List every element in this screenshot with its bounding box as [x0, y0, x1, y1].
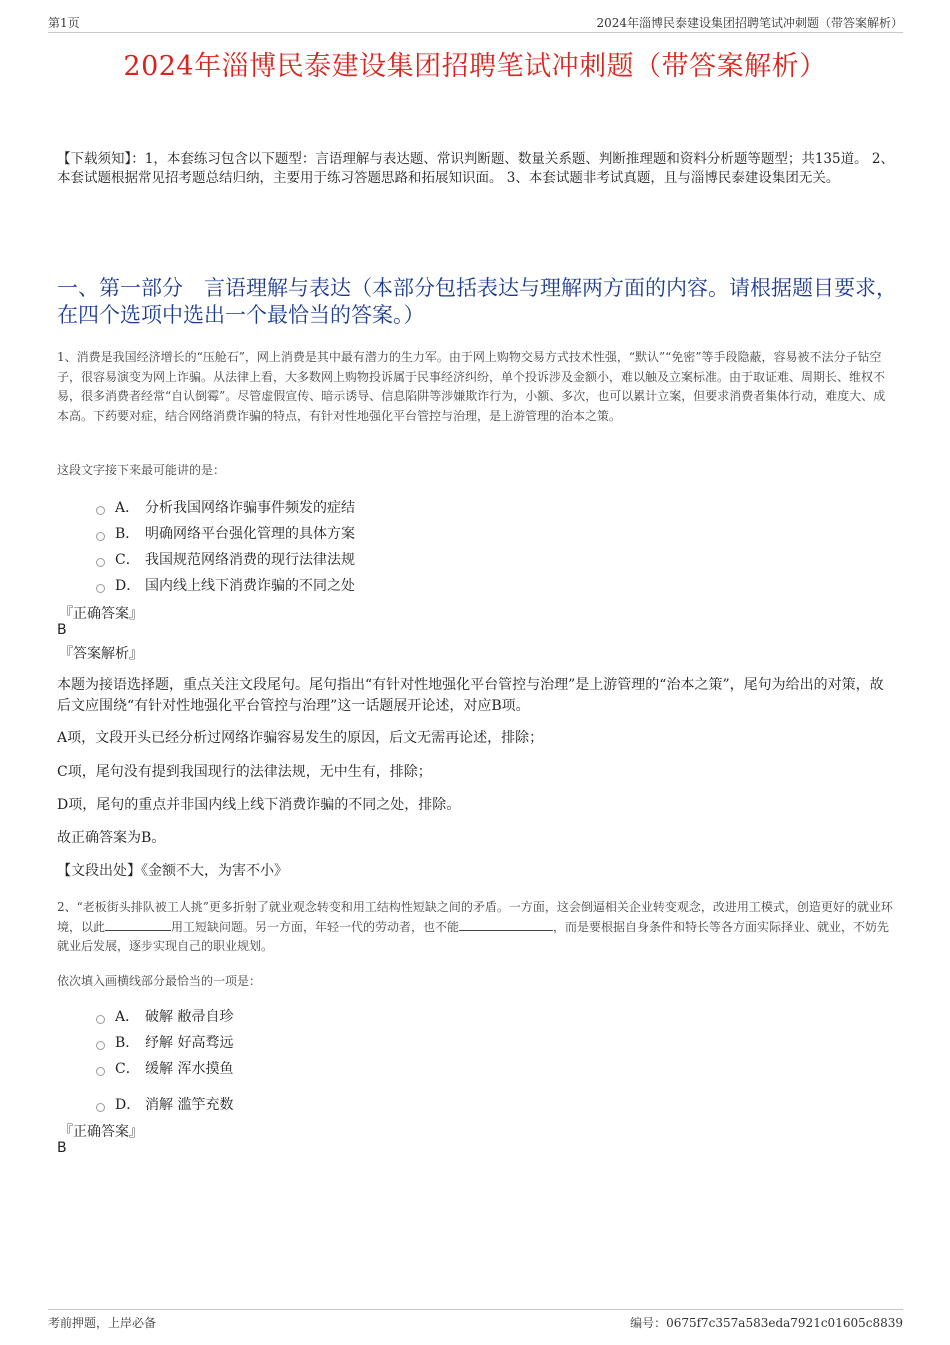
text-source: 【文段出处】《金额不大，为害不小》	[57, 863, 288, 879]
radio-icon[interactable]	[96, 584, 105, 593]
analysis-paragraph: 故正确答案为B。	[57, 830, 166, 846]
header-doc-title: 2024年淄博民泰建设集团招聘笔试冲刺题（带答案解析）	[596, 16, 903, 30]
question-2-stem: 2、“老板街头排队被工人挑”更多折射了就业观念转变和用工结构性短缺之间的矛盾。一方面，这会倒逼相关企业转变观念，改进用工模式，创造更好的就业环境，以此 用工短缺问题。另一方面，年轻一代的劳动者，也不能 ，而是要根据自身条件和特长等各方面实际择业、就业，不妨先就业后发展，逐步实现自己的职业规划。	[57, 900, 893, 953]
document-id: 编号：0675f7c357a583eda7921c01605c8839	[630, 1316, 903, 1330]
page-header	[48, 12, 903, 33]
fill-blank-1	[105, 920, 171, 931]
radio-icon[interactable]	[96, 1015, 105, 1024]
radio-icon[interactable]	[96, 506, 105, 515]
correct-answer-label: 『正确答案』	[59, 606, 143, 622]
radio-icon[interactable]	[96, 1103, 105, 1112]
question-2-prompt: 依次填入画横线部分最恰当的一项是：	[57, 974, 262, 988]
page-footer	[48, 1309, 903, 1330]
analysis-paragraph: D项，尾句的重点并非国内线上线下消费诈骗的不同之处，排除。	[57, 797, 461, 813]
footer-slogan: 考前押题，上岸必备	[48, 1316, 157, 1330]
correct-answer: B	[57, 1140, 67, 1156]
fill-blank-2	[459, 920, 553, 931]
option-d[interactable]: D． 国内线上线下消费诈骗的不同之处	[96, 575, 355, 595]
radio-icon[interactable]	[96, 558, 105, 567]
option-d[interactable]: D． 消解 滥竽充数	[96, 1094, 233, 1114]
option-a[interactable]: A． 分析我国网络诈骗事件频发的症结	[96, 497, 355, 517]
document-title: 2024年淄博民泰建设集团招聘笔试冲刺题（带答案解析）	[123, 51, 827, 82]
option-c[interactable]: C． 我国规范网络消费的现行法律法规	[96, 549, 355, 569]
option-c[interactable]: C． 缓解 浑水摸鱼	[96, 1058, 233, 1078]
analysis-paragraph: A项，文段开头已经分析过网络诈骗容易发生的原因，后文无需再论述，排除；	[57, 730, 544, 746]
question-1-prompt: 这段文字接下来最可能讲的是：	[57, 463, 226, 477]
section-heading: 一、第一部分 言语理解与表达（本部分包括表达与理解两方面的内容。请根据题目要求，在四个选项中选出一个最恰当的答案。）	[57, 276, 897, 327]
option-b[interactable]: B． 明确网络平台强化管理的具体方案	[96, 523, 355, 543]
radio-icon[interactable]	[96, 1041, 105, 1050]
question-1-stem: 1、消费是我国经济增长的“压舱石”，网上消费是其中最有潜力的生力军。由于网上购物交易方式技术性强，“默认”“免密”等手段隐蔽，容易被不法分子钻空子，很容易演变为网上诈骗。从法律上看，大多数网上购物投诉属于民事经济纠纷，单个投诉涉及金额小，难以触及立案标准。由于取证难、周期长、维权不易，很多消费者经常“自认倒霉”。尽管虚假宣传、暗示诱导、信息陷阱等涉嫌欺诈行为，小额、多次，也可以累计立案，但要求消费者集体行动，难度大、成本高。下药要对症，结合网络消费诈骗的特点，有针对性地强化平台管控与治理，是上游管理的治本之策。	[57, 350, 886, 423]
radio-icon[interactable]	[96, 1067, 105, 1076]
analysis-paragraph: 本题为接语选择题，重点关注文段尾句。尾句指出“有针对性地强化平台管控与治理”是上游管理的“治本之策”，尾句为给出的对策，故后文应围绕“有针对性地强化平台管控与治理”这一话题展开论述，对应B项。	[57, 677, 884, 714]
radio-icon[interactable]	[96, 532, 105, 541]
download-notice: 【下载须知】：1，本套练习包含以下题型：言语理解与表达题、常识判断题、数量关系题、判断推理题和资料分析题等题型；共135道。 2、本套试题根据常见招考题总结归纳，主要用于练习答题思路和拓展知识面。 3、本套试题非考试真题，且与淄博民泰建设集团无关。	[57, 151, 894, 186]
page-number: 第1页	[48, 16, 80, 30]
option-a[interactable]: A． 破解 敝帚自珍	[96, 1006, 233, 1026]
correct-answer: B	[57, 622, 67, 638]
analysis-paragraph: C项，尾句没有提到我国现行的法律法规，无中生有，排除；	[57, 764, 432, 780]
option-b[interactable]: B． 纾解 好高骛远	[96, 1032, 233, 1052]
correct-answer-label: 『正确答案』	[59, 1124, 143, 1140]
analysis-label: 『答案解析』	[59, 646, 143, 662]
